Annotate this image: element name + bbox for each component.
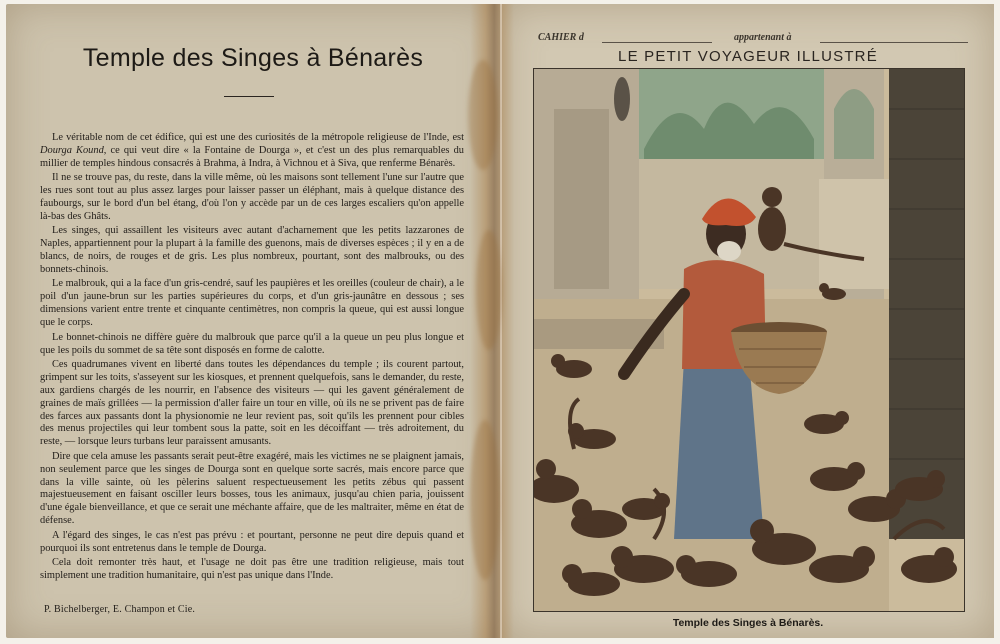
title-divider: [224, 96, 274, 97]
wall-ornament: [614, 77, 630, 121]
water-stain: [476, 230, 502, 350]
series-title: LE PETIT VOYAGEUR ILLUSTRÉ: [618, 48, 878, 65]
article-title: Temple des Singes à Bénarès: [82, 44, 424, 72]
paragraph: A l'égard des singes, le cas n'est pas prévu : et pourtant, personne ne peut dire depuis quand et pourquoi ils sont entretenus dans le temple de Dourga.: [40, 529, 464, 554]
publisher-credit: P. Bichelberger, E. Champon et Cie.: [44, 604, 196, 615]
paragraph: Dire que cela amuse les passants serait peut-être exagéré, mais les victimes ne se plaignent jamais, non seulement parce que les singes de Dourga sont en quelque sorte sacrés, mais encore parce que dans la ville sainte, où les pèlerins saluent respectueusement les petits zébus qui passent majestueusement en faisant osciller leurs bosses, tous les animaux, jusqu'au chien paria, jouissent d'une égale bienveillance, et que ce serait une méchante affaire, que de les maltraiter, même en état de défense.: [40, 450, 464, 527]
paragraph: Il ne se trouve pas, du reste, dans la ville même, où les maisons sont tellement l'une sur l'autre que les rues sont tout au plus assez larges pour laisser passer un éléphant, mais à quelque distance des faubourgs, sur le bord d'un bel étang, d'où l'on y accède par un de ces larges escaliers qu'on appelle là-bas des Ghâts.: [40, 172, 464, 222]
paragraph: Le véritable nom de cet édifice, qui est une des curiosités de la métropole religieuse de l'Inde, est Dourga Kound, ce qui veut dire « la Fontaine de Dourga », et c'est un des plus remarquables du millier de temples hindous consacrés à Brahma, à Indra, à Vichnou et à Siva, que renferme Bénarès.: [40, 132, 464, 169]
paragraph: Le malbrouk, qui a la face d'un gris-cendré, sauf les paupières et les oreilles (couleur de chair), a le poil d'un jaune-brun sur les parties supérieures du corps, et d'un gris-jaunâtre en dessous ; ses dimensions varient entre trente et cinquante centimètres, non compris la queue, qui est aussi longue que le corps.: [40, 278, 464, 329]
paragraph: Les singes, qui assaillent les visiteurs avec autant d'acharnement que les petits lazzarones de Naples, appartiennent pour la plupart à la famille des guenons, mais de diverses espèces ; il y en a de blancs, de noirs, de rouges et de gris. Les plus nombreux, pourtant, sont des malbrouks, ou des bonnets-chinois.: [40, 225, 464, 276]
blank-line: [820, 42, 968, 43]
left-page: [6, 4, 500, 638]
paragraph: Ces quadrumanes vivent en liberté dans toutes les dépendances du temple ; ils courent partout, grimpent sur les toits, s'asseyent sur les kiosques, et prennent quelquefois, sans le demander, du reste, aux gardiens chargés de les nourrir, en l'absence des visiteurs — qui les gavent généralement de graines de maïs grillées — la permission d'aller faire un tour en ville, où ils ne se privent pas de faire des farces aux passants dont la physionomie ne leur revient pas, soit qu'ils les prennent pour cibles des menus projectiles qui leur tombent sous la patte, soit en les décoiffant — très adroitement, du reste, — lorsque leurs turbans leur paraissent amusants.: [40, 358, 464, 448]
article-body: [40, 132, 464, 584]
right-page: [502, 4, 994, 638]
paragraph: Cela doit remonter très haut, et l'usage ne doit pas être une tradition religieuse, mais tout simplement une tradition humanitaire, qui n'est pas unique dans l'Inde.: [40, 557, 464, 581]
brick-wall: [889, 69, 964, 539]
owner-line: [538, 32, 968, 46]
paragraph: Le bonnet-chinois ne diffère guère du malbrouk que parce qu'il a la queue un peu plus longue et que les poils du sommet de sa tête sont disposés en forme de calotte.: [40, 331, 464, 356]
water-stain: [468, 60, 498, 170]
illustration-svg: [534, 69, 964, 611]
cahier-label: CAHIER d: [538, 32, 584, 43]
temple-illustration: [533, 68, 965, 612]
blank-line: [602, 42, 712, 43]
owner-label: appartenant à: [734, 32, 792, 43]
water-stain: [470, 420, 500, 580]
illustration-caption: Temple des Singes à Bénarès.: [672, 617, 824, 629]
